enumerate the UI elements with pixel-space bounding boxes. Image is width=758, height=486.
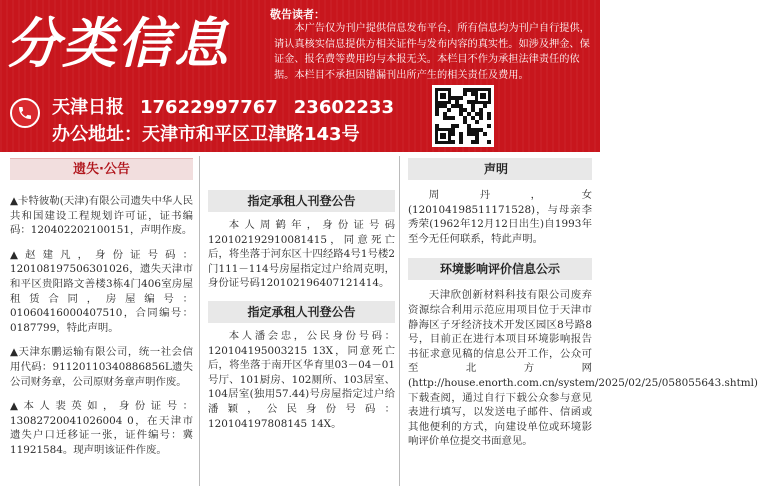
- statement-text: 周丹，女(120104198511171528)，与母亲李秀荣(1962年12月12日出生)自1993年至今无任何联系，特此声明。: [408, 189, 592, 245]
- notice-item: ▲本人裴英如，身份证号：13082720041026004 0，在天津市遗失户口迁移证一张，证件编号：冀11921584。现声明该证件作废。: [10, 400, 193, 456]
- tenant-notice-text: 本人潘会忠，公民身份号码：120104195003215 13X，同意死亡后，将坐落于南开区华育里03－04－01号厅、101厨房、102厕所、103居室、104居室(独用57.44)号房屋指定过户给潘颖，公民身份号码：120104197808145 14X。: [208, 329, 395, 430]
- banner-title: 分类信息: [6, 12, 230, 75]
- tenant-notices-column: [204, 156, 400, 486]
- tenant-notice-title: 指定承租人刊登公告: [208, 301, 395, 323]
- phone-number-1[interactable]: 17622997767: [140, 97, 278, 118]
- phone-icon: [10, 98, 40, 128]
- eia-text: 天津欣创新材料科技有限公司废弃资源综合利用示范应用项目位于天津市静海区子牙经济技术开发区园区8号路8号，目前正在进行本项目环境影响报告书征求意见稿的信息公开工作，公众可至北方网(http://house.enorth.com.cn/system/2025/02/25/058055643.shtml)下载查阅，通过自行下载公众参与意见表进行填写，以发送电子邮件、信函或其他便利的方式，向建设单位或环境影响评价单位提交书面意见。: [408, 289, 758, 448]
- classified-banner: [0, 0, 600, 152]
- eia-title: 环境影响评价信息公示: [408, 258, 592, 280]
- notice-heading: 敬告读者：: [270, 8, 325, 21]
- office-address: 办公地址：天津市和平区卫津路143号: [52, 124, 360, 145]
- phone-number-2[interactable]: 23602233: [293, 97, 394, 118]
- notice-item: ▲赵建凡，身份证号码：120108197506301026，遗失天津市和平区贵阳路文善楼3栋4门406室房屋租赁合同，房屋编号：01060416000407510，合同编号：0187799，特此声明。: [10, 248, 193, 334]
- notice-text: 本广告仅为刊户提供信息发布平台，所有信息均为刊户自行提供，请认真核实信息提供方相关证件与发布内容的真实性。如涉及押金、保证金、报名费等费用均与本报无关。本栏目不作为承担法律责任的依据。本栏目不承担因错漏刊出所产生的相关责任及费用。: [274, 23, 590, 81]
- notice-item: ▲卡特彼勒(天津)有限公司遗失中华人民共和国建设工程规划许可证，证书编码：120402202100151，声明作废。: [10, 195, 193, 237]
- contact-phones: [52, 93, 410, 119]
- tenant-notice-text: 本人周鹤年，身份证号码120102192910081415，同意死亡后，将坐落于河东区十四经路4号1号楼2门111－114号房屋指定过户给周克明，身份证号码120102196407121414。: [208, 219, 395, 290]
- tenant-notice-title: 指定承租人刊登公告: [208, 190, 395, 212]
- statements-column: [404, 156, 758, 486]
- qr-code-icon: [432, 85, 494, 147]
- lost-notices-title: 遗失·公告: [10, 158, 193, 180]
- lost-notices-column: [4, 156, 200, 486]
- newspaper-name: 天津日报: [52, 97, 124, 118]
- statement-title: 声明: [408, 158, 592, 180]
- notice-item: ▲天津东鹏运输有限公司，统一社会信用代码：91120110340886856L遗失公司财务章，公司原财务章声明作废。: [10, 346, 193, 388]
